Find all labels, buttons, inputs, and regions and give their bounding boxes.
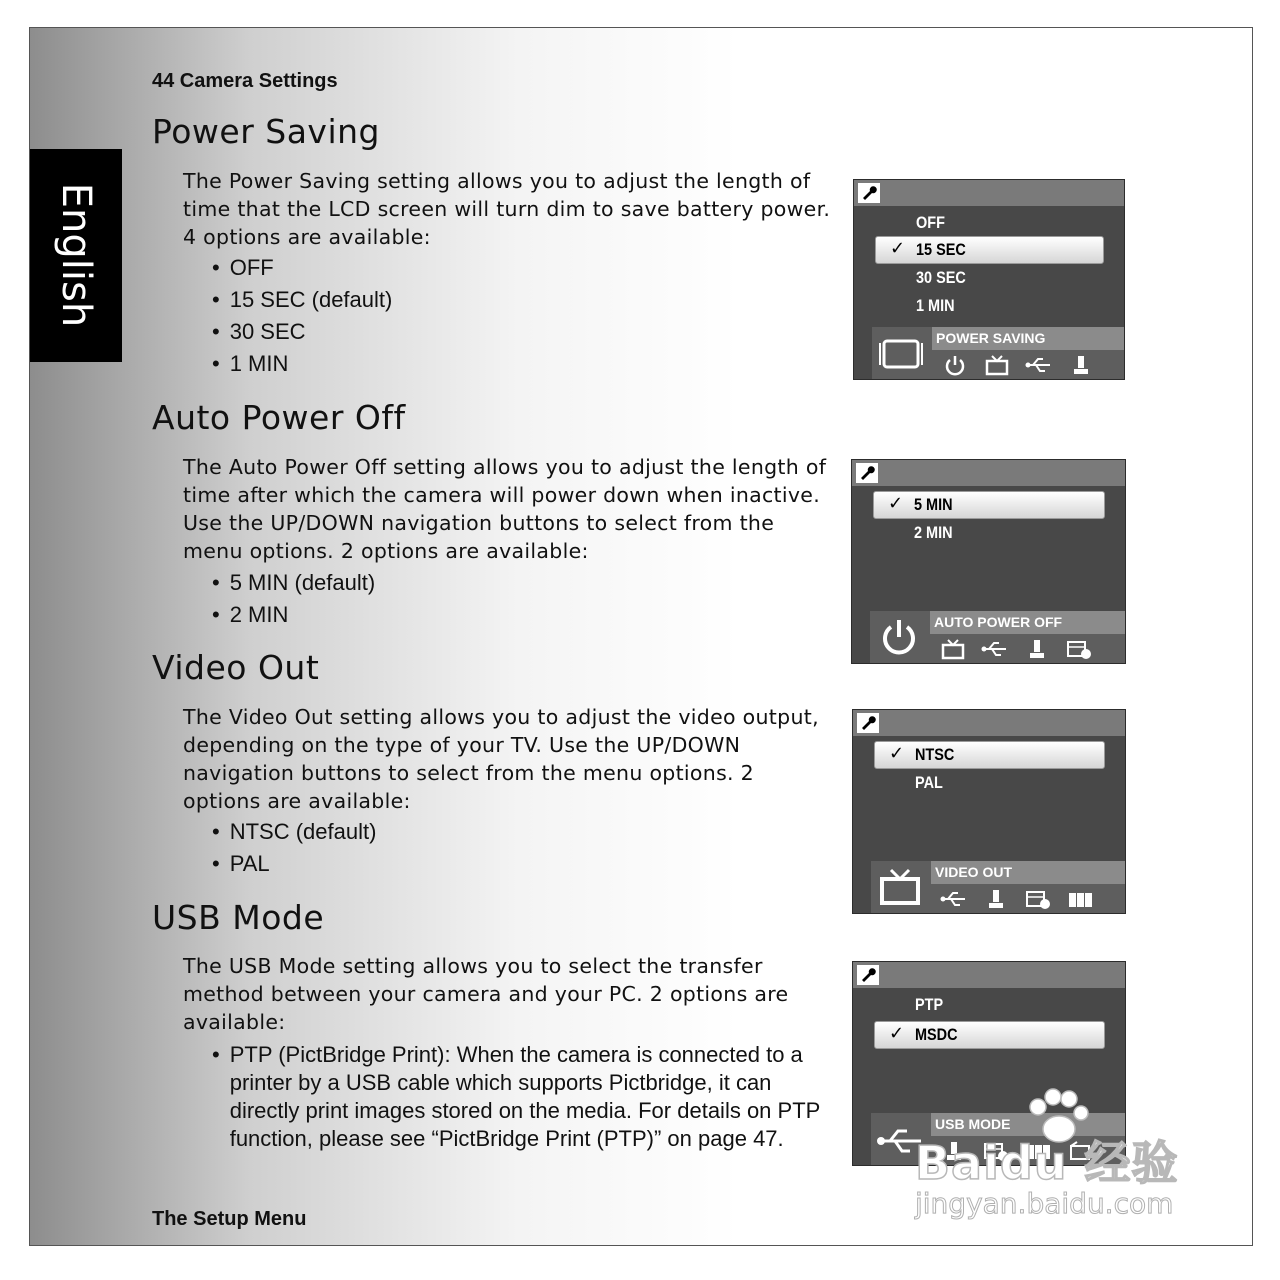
power-icon[interactable] — [940, 353, 970, 377]
watermark-brand: Baidu 经验 — [915, 1136, 1179, 1190]
page-header: 44 Camera Settings — [152, 70, 338, 92]
calendar-clock-icon[interactable] — [1023, 887, 1053, 911]
frame-icon — [878, 333, 924, 373]
wrench-icon — [857, 965, 879, 985]
icon-row — [939, 887, 1095, 911]
usb-icon[interactable] — [1024, 353, 1054, 377]
option-list-usb-mode — [212, 1041, 830, 1153]
page-footer: The Setup Menu — [152, 1208, 307, 1230]
tv-icon[interactable] — [982, 353, 1012, 377]
screen-label: POWER SAVING — [932, 327, 1124, 350]
language-tab — [30, 149, 122, 362]
wrench-icon — [856, 463, 878, 483]
menu-option[interactable]: 1 MIN — [916, 296, 955, 315]
checkmark-icon: ✓ — [890, 238, 906, 259]
checkmark-icon: ✓ — [889, 1023, 905, 1044]
list-item: • 2 MIN — [212, 599, 375, 631]
camera-screen-auto-power-off — [851, 459, 1126, 664]
menu-option[interactable]: OFF — [916, 213, 945, 232]
section-body-video-out: The Video Out setting allows you to adjust the video output, depending on the type of your TV. Use the UP/DOWN navigation buttons to select from the menu options. 2 options are available: — [183, 705, 819, 813]
list-item: • NTSC (default) — [212, 816, 376, 848]
power-icon — [876, 617, 922, 657]
menu-option-selected[interactable] — [874, 1021, 1105, 1049]
list-item: • 5 MIN (default) — [212, 567, 375, 599]
list-item: • 1 MIN — [212, 348, 392, 380]
list-item: • 15 SEC (default) — [212, 284, 392, 316]
screen-bottom-bar — [870, 611, 1125, 663]
checkmark-icon: ✓ — [888, 493, 904, 514]
tv-icon — [877, 867, 923, 907]
usb-icon[interactable] — [939, 887, 969, 911]
menu-option-selected[interactable] — [875, 236, 1104, 264]
selected-option-label: 15 SEC — [916, 240, 966, 259]
menu-option[interactable]: 30 SEC — [916, 268, 966, 287]
selected-option-label: MSDC — [915, 1025, 958, 1044]
watermark — [905, 1087, 1205, 1227]
section-title-video-out: Video Out — [152, 648, 320, 687]
screen-bottom-bar — [872, 327, 1124, 379]
person-icon[interactable] — [1066, 353, 1096, 377]
menu-option-selected[interactable] — [873, 491, 1105, 519]
screen-bottom-bar — [871, 861, 1125, 913]
section-title-usb-mode: USB Mode — [152, 898, 325, 937]
screen-label: AUTO POWER OFF — [930, 611, 1125, 634]
selected-option-label: NTSC — [915, 745, 955, 764]
screen-title-bar — [852, 460, 1125, 486]
usb-icon[interactable] — [980, 637, 1010, 661]
abc-icon[interactable] — [1065, 887, 1095, 911]
menu-option-selected[interactable] — [874, 741, 1105, 769]
camera-screen-power-saving — [853, 179, 1125, 380]
list-item: • OFF — [212, 252, 392, 284]
section-title-power-saving: Power Saving — [152, 112, 380, 151]
screen-title-bar — [853, 962, 1125, 988]
screen-label: VIDEO OUT — [931, 861, 1125, 884]
selected-option-label: 5 MIN — [914, 495, 953, 514]
person-icon[interactable] — [1022, 637, 1052, 661]
list-item-text: • PTP (PictBridge Print): When the camera is connected to a printer by a USB cable which supports Pictbridge, it can directly print images stored on the media. For details on PTP function, please see “PictBridge Print (PTP)” on page 47. — [229, 1042, 820, 1151]
wrench-icon — [857, 713, 879, 733]
screen-label: USB MODE — [931, 1113, 1125, 1136]
list-item: • 30 SEC — [212, 316, 392, 348]
section-body-power-saving: The Power Saving setting allows you to adjust the length of time that the LCD screen will turn dim to save battery power. 4 options are available: — [183, 169, 831, 249]
tv-icon[interactable] — [938, 637, 968, 661]
camera-screen-video-out — [852, 709, 1126, 914]
section-body-usb-mode: The USB Mode setting allows you to select the transfer method between your camera and your PC. 2 options are available: — [183, 954, 789, 1034]
option-list-power-saving — [212, 252, 392, 380]
list-item — [212, 1041, 830, 1153]
section-title-auto-power-off: Auto Power Off — [152, 398, 406, 437]
menu-option[interactable]: 2 MIN — [914, 523, 953, 542]
option-list-auto-power-off — [212, 567, 375, 631]
person-icon[interactable] — [981, 887, 1011, 911]
calendar-clock-icon[interactable] — [1064, 637, 1094, 661]
option-list-video-out — [212, 816, 376, 880]
wrench-icon — [858, 183, 880, 203]
section-body-auto-power-off: The Auto Power Off setting allows you to adjust the length of time after which the camera will power down when inactive. Use the UP/DOWN navigation buttons to select from the menu options. 2 options are available: — [183, 455, 827, 563]
list-item: • PAL — [212, 848, 376, 880]
watermark-url: jingyan.baidu.com — [915, 1187, 1174, 1220]
icon-row — [940, 353, 1096, 377]
menu-option[interactable]: PTP — [915, 995, 944, 1014]
language-tab-label: English — [53, 182, 99, 328]
menu-option[interactable]: PAL — [915, 773, 943, 792]
checkmark-icon: ✓ — [889, 743, 905, 764]
icon-row — [938, 637, 1094, 661]
screen-title-bar — [854, 180, 1124, 206]
screen-title-bar — [853, 710, 1125, 736]
